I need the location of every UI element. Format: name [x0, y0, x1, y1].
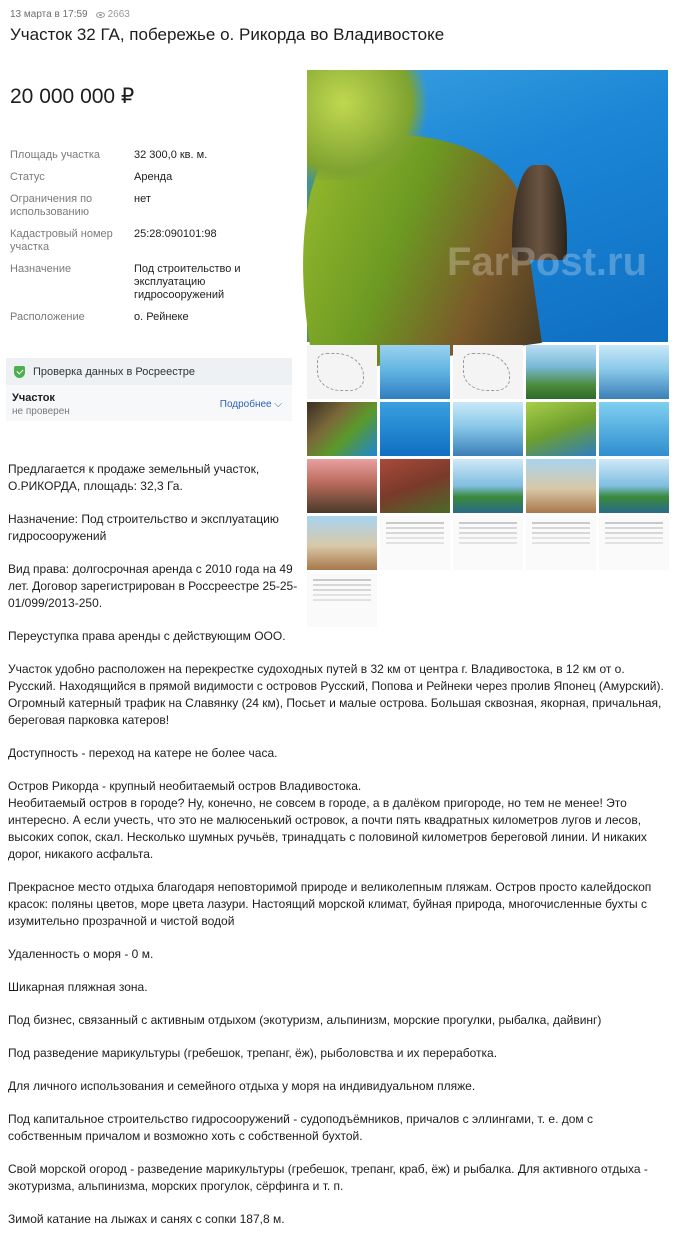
property-row: [10, 263, 295, 302]
property-value: о. Рейнеке: [134, 311, 189, 323]
sea-thumb[interactable]: [599, 345, 669, 399]
rosreestr-label: Участок: [12, 392, 55, 404]
rosreestr-more-label: Подробнее: [219, 399, 272, 410]
description-paragraph: Переуступка права аренды с действующим ООО.: [8, 629, 286, 643]
property-key: Расположение: [10, 311, 85, 323]
property-key: Статус: [10, 171, 45, 183]
main-photo[interactable]: [307, 70, 668, 342]
map-thumb[interactable]: [307, 345, 377, 399]
blue-thumb[interactable]: [599, 402, 669, 456]
description-paragraph: Вид права: долгосрочная аренда с 2010 года на 49 лет. Договор зарегистрирован в Россреестре 25-25-01/099/2013-250.: [8, 562, 298, 610]
description-paragraph: Под разведение марикультуры (гребешок, трепанг, ёж), рыболовства и их переработка.: [8, 1046, 498, 1060]
views-counter: [96, 9, 130, 20]
rosreestr-body: [6, 385, 292, 421]
map-thumb[interactable]: [453, 345, 523, 399]
page-title: Участок 32 ГА, побережье о. Рикорда во Владивостоке: [10, 25, 445, 44]
property-value: 32 300,0 кв. м.: [134, 149, 208, 161]
description-paragraph: Под капитальное строительство гидросооружений - судоподъёмников, причалов с эллингами, т. е. дом с собственным причалом и возможно хоть с собственной бухтой.: [8, 1112, 593, 1143]
rosreestr-header: [6, 358, 292, 385]
property-row: [10, 311, 295, 324]
description-narrow: [8, 461, 298, 645]
property-value: Аренда: [134, 171, 173, 183]
property-row: [10, 228, 295, 254]
property-key: Ограничения по использованию: [10, 193, 93, 218]
description-paragraph: Для личного использования и семейного отдыха у моря на индивидуальном пляже.: [8, 1079, 476, 1093]
property-key: Кадастровый номер участка: [10, 228, 113, 253]
watermark: FarPost.ru: [447, 240, 648, 284]
sea-thumb[interactable]: [380, 402, 450, 456]
property-value: Под строительство и эксплуатацию гидросооружений: [134, 263, 241, 301]
sea-thumb[interactable]: [380, 345, 450, 399]
property-value: 25:28:090101:98: [134, 228, 217, 240]
property-key: Назначение: [10, 263, 72, 275]
description: [8, 461, 668, 1244]
views-count: 2663: [107, 9, 130, 20]
green-thumb[interactable]: [526, 402, 596, 456]
description-paragraph: Участок удобно расположен на перекрестке судоходных путей в 32 км от центра г. Владивостока, в 12 км от о. Русский. Находящийся в прямой видимости с островов Русский, Попова и Рейнеки через пролив Японец (Амурский). Огромный катерный трафик на Славянку (24 км), Посьет и малые острова. Большая сквозная, якорная, причальная, береговая парковка катеров!: [8, 662, 664, 727]
description-paragraph: Прекрасное место отдыха благодаря неповторимой природе и великолепным пляжам. Остров просто калейдоскоп красок: поляны цветов, море цвета лазури. Настоящий морской климат, буйная природа, многочисленные бухты с изумительно прозрачной и чистой водой: [8, 880, 652, 928]
grass-shape: [307, 70, 427, 180]
rosreestr-more-link[interactable]: [220, 399, 282, 410]
description-paragraph: Шикарная пляжная зона.: [8, 980, 148, 994]
rosreestr-check: [6, 358, 292, 421]
description-paragraph: Остров Рикорда - крупный необитаемый остров Владивостока. Необитаемый остров в городе? Ну, конечно, не совсем в городе, а в далёком пригороде, но тем не менее! Это интересно. А если учесть, что это не малюсенький островок, а почти пять квадратных километров лугов и лесов, высоких сопок, скал. Несколько шумных ручьёв, тринадцать с половиной километров береговой линии. И никаких дорог, никакого асфальта.: [8, 779, 647, 861]
property-value: нет: [134, 193, 151, 205]
price: 20 000 000 ₽: [10, 85, 135, 108]
description-paragraph: Назначение: Под строительство и эксплуатацию гидросооружений: [8, 512, 279, 543]
description-paragraph: Удаленность о моря - 0 м.: [8, 947, 154, 961]
eye-icon: [96, 12, 105, 18]
rosreestr-status: не проверен: [12, 406, 70, 417]
description-paragraph: Предлагается к продаже земельный участок, О.РИКОРДА, площадь: 32,3 Га.: [8, 462, 260, 493]
post-meta: [10, 9, 130, 20]
sea-thumb[interactable]: [526, 345, 596, 399]
property-row: [10, 193, 295, 219]
property-row: [10, 171, 295, 184]
shield-check-icon: [14, 366, 25, 378]
sea-thumb[interactable]: [453, 402, 523, 456]
description-paragraph: Под бизнес, связанный с активным отдыхом (экотуризм, альпинизм, морские прогулки, рыбалка, дайвинг): [8, 1013, 602, 1027]
post-date: 13 марта в 17:59: [10, 9, 88, 20]
description-paragraph: Свой морской огород - разведение марикультуры (гребешок, трепанг, краб, ёж) и рыбалка. Для активного отдыха - экотуризма, альпинизма, морских прогулок, сёрфинга и т. п.: [8, 1162, 648, 1193]
rosreestr-title: Проверка данных в Росреестре: [33, 365, 195, 378]
property-key: Площадь участка: [10, 149, 100, 161]
description-paragraph: Зимой катание на лыжах и санях с сопки 187,8 м.: [8, 1212, 285, 1226]
cliff-thumb[interactable]: [307, 402, 377, 456]
properties-table: [10, 149, 295, 333]
property-row: [10, 149, 295, 162]
description-wide: [8, 661, 668, 1228]
chevron-down-icon: ⌵: [274, 399, 282, 410]
description-paragraph: Доступность - переход на катере не более часа.: [8, 746, 278, 760]
